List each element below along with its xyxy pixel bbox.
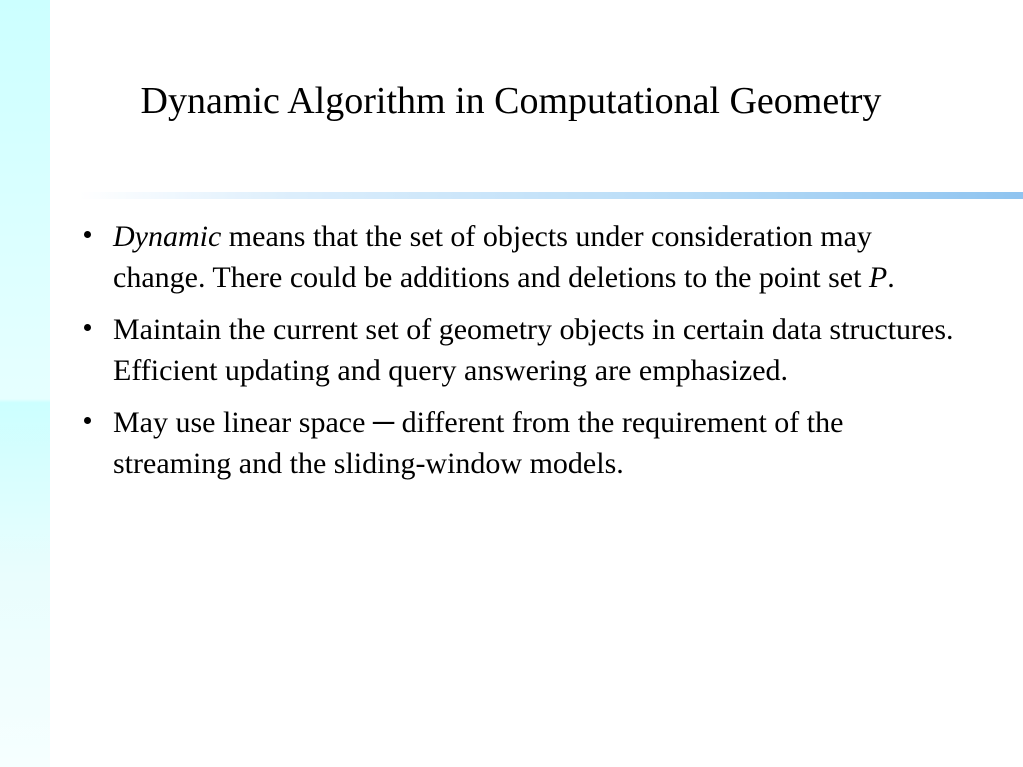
bullet-item <box>78 216 958 298</box>
bullet-emphasis: Dynamic <box>113 220 222 253</box>
bullet-item <box>78 309 958 391</box>
bullet-text: May use linear space ─ different from the requirement of the streaming and the sliding-window models. <box>113 406 844 480</box>
slide-title: Dynamic Algorithm in Computational Geometry <box>140 80 882 122</box>
bullet-text: means that the set of objects under consideration may change. There could be additions and deletions to the point set <box>113 220 872 294</box>
bullet-icon <box>84 324 91 331</box>
bullet-icon <box>84 231 91 238</box>
bullet-text: Maintain the current set of geometry objects in certain data structures. Efficient updating and query answering are emphasized. <box>113 313 954 387</box>
bullet-punctuation: . <box>887 261 895 294</box>
bullet-list <box>78 216 958 495</box>
bullet-item <box>78 402 958 484</box>
bullet-variable: P <box>868 261 888 294</box>
title-divider <box>50 192 1023 199</box>
bullet-icon <box>84 417 91 424</box>
left-accent-bar <box>0 0 50 767</box>
